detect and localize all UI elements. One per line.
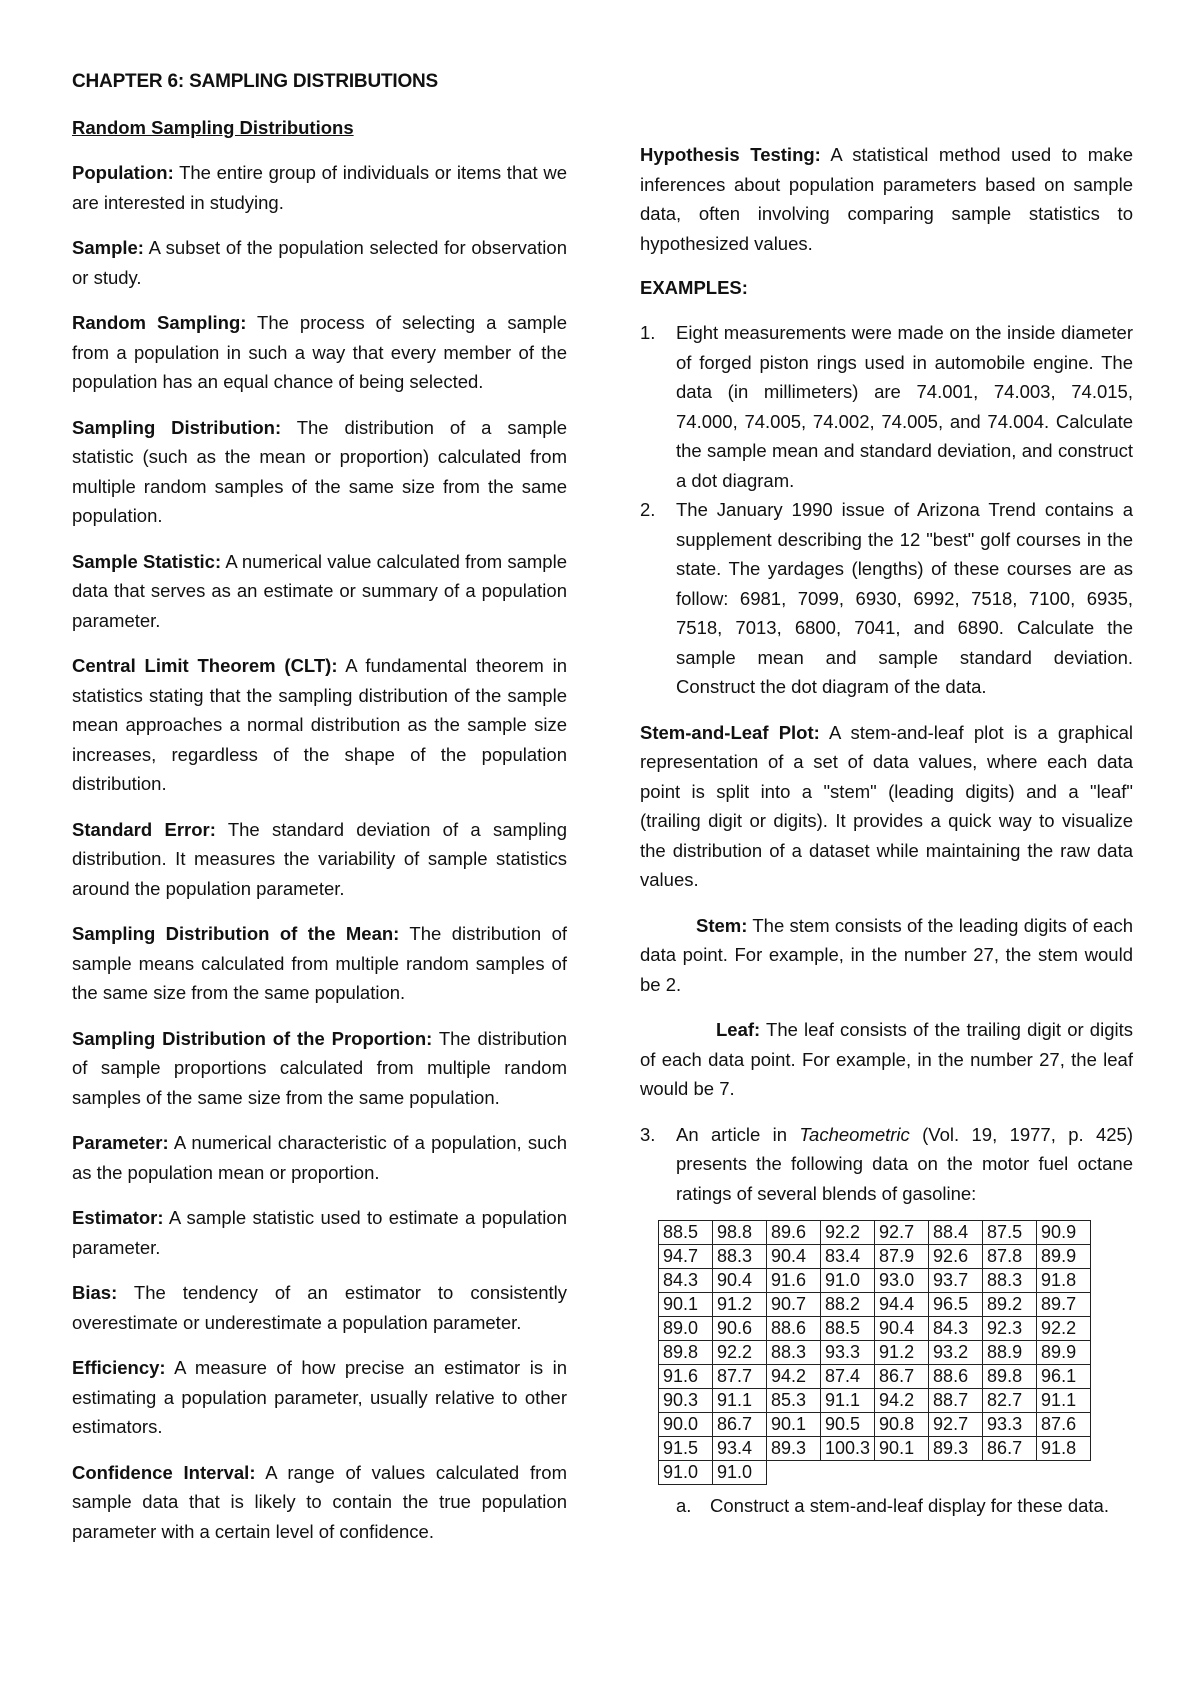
example-1 <box>640 318 1133 495</box>
def-stem-leaf <box>640 718 1133 895</box>
examples-heading: EXAMPLES: <box>640 277 748 298</box>
table-cell: 90.9 <box>1037 1221 1091 1245</box>
table-cell: 93.7 <box>929 1269 983 1293</box>
def-stem <box>640 911 1133 1000</box>
example-3a-text: Construct a stem-and-leaf display for these data. <box>710 1495 1109 1516</box>
table-cell: 91.8 <box>1037 1269 1091 1293</box>
table-row <box>659 1461 1091 1485</box>
def-efficiency <box>72 1353 567 1442</box>
example-2-text: The January 1990 issue of Arizona Trend contains a supplement describing the 12 "best" golf courses in the state. The yardages (lengths) of these courses are as follow: 6981, 7099, 6930, 6992, 7518, 7100, 6935, 7518, 7013, 6800, 7041, and 6890. Calculate the sample mean and sample standard deviation. Construct the dot diagram of the data. <box>676 499 1133 697</box>
def-parameter <box>72 1128 567 1187</box>
term-sample: Sample: <box>72 237 144 258</box>
term-efficiency: Efficiency: <box>72 1357 166 1378</box>
table-cell: 83.4 <box>821 1245 875 1269</box>
example-2-number: 2. <box>640 499 656 520</box>
table-cell: 89.8 <box>983 1365 1037 1389</box>
table-row <box>659 1317 1091 1341</box>
term-parameter: Parameter: <box>72 1132 169 1153</box>
table-row <box>659 1413 1091 1437</box>
def-sample <box>72 233 567 292</box>
table-cell: 86.7 <box>983 1437 1037 1461</box>
table-cell: 90.6 <box>713 1317 767 1341</box>
table-row <box>659 1293 1091 1317</box>
term-hypothesis-testing: Hypothesis Testing: <box>640 144 821 165</box>
table-cell: 90.4 <box>713 1269 767 1293</box>
table-cell-empty <box>821 1461 875 1485</box>
text-sd-proportion: The distribution of sample proportions calculated from multiple random samples of the same size from the same population. <box>72 1027 567 1108</box>
table-cell-empty <box>875 1461 929 1485</box>
example-3a-letter: a. <box>676 1495 692 1516</box>
table-cell: 90.8 <box>875 1413 929 1437</box>
table-cell: 91.1 <box>713 1389 767 1413</box>
table-cell: 100.3 <box>821 1437 875 1461</box>
text-leaf: The leaf consists of the trailing digit or digits of each data point. For example, in the number 27, the leaf would be 7. <box>640 1019 1133 1099</box>
table-cell: 90.4 <box>767 1245 821 1269</box>
term-sampling-distribution: Sampling Distribution: <box>72 416 282 438</box>
term-confidence-interval: Confidence Interval: <box>72 1461 256 1483</box>
def-leaf <box>640 1015 1133 1104</box>
table-cell: 90.7 <box>767 1293 821 1317</box>
table-cell: 90.3 <box>659 1389 713 1413</box>
octane-ratings-table <box>658 1220 1091 1485</box>
term-estimator: Estimator: <box>72 1207 164 1228</box>
left-column <box>72 68 567 1562</box>
def-confidence-interval <box>72 1458 567 1547</box>
table-cell: 98.8 <box>713 1221 767 1245</box>
table-cell-empty <box>983 1461 1037 1485</box>
def-sd-proportion <box>72 1024 567 1113</box>
table-cell: 91.0 <box>713 1461 767 1485</box>
table-cell: 90.0 <box>659 1413 713 1437</box>
table-cell: 92.7 <box>875 1221 929 1245</box>
table-cell: 90.1 <box>767 1413 821 1437</box>
text-stem: The stem consists of the leading digits of each data point. For example, in the number 27, the stem would be 2. <box>640 914 1133 995</box>
table-cell: 89.9 <box>1037 1245 1091 1269</box>
table-cell: 92.2 <box>1037 1317 1091 1341</box>
example-3-journal: Tacheometric <box>799 1123 910 1145</box>
text-bias: The tendency of an estimator to consistently overestimate or underestimate a population parameter. <box>72 1282 567 1333</box>
def-sd-mean <box>72 919 567 1008</box>
table-row <box>659 1269 1091 1293</box>
table-cell: 89.3 <box>929 1437 983 1461</box>
term-random-sampling: Random Sampling: <box>72 312 247 333</box>
example-3-pre: An article in <box>676 1123 800 1145</box>
def-random-sampling <box>72 308 567 397</box>
table-cell: 88.3 <box>983 1269 1037 1293</box>
text-estimator: A sample statistic used to estimate a population parameter. <box>72 1207 567 1258</box>
table-cell-empty <box>929 1461 983 1485</box>
table-cell: 88.6 <box>767 1317 821 1341</box>
table-cell: 91.0 <box>659 1461 713 1485</box>
table-cell: 91.6 <box>659 1365 713 1389</box>
table-cell: 92.7 <box>929 1413 983 1437</box>
table-cell: 89.6 <box>767 1221 821 1245</box>
example-3-post: (Vol. 19, 1977, p. 425) presents the following data on the motor fuel octane ratings of several blends of gasoline: <box>676 1123 1134 1204</box>
table-cell: 96.5 <box>929 1293 983 1317</box>
table-cell: 88.7 <box>929 1389 983 1413</box>
section-title: Random Sampling Distributions <box>72 117 354 138</box>
table-cell: 92.2 <box>713 1341 767 1365</box>
table-cell: 90.5 <box>821 1413 875 1437</box>
table-cell: 94.2 <box>875 1389 929 1413</box>
table-cell: 89.9 <box>1037 1341 1091 1365</box>
table-cell: 87.7 <box>713 1365 767 1389</box>
term-standard-error: Standard Error: <box>72 818 216 840</box>
table-cell: 88.6 <box>929 1365 983 1389</box>
table-cell: 89.3 <box>767 1437 821 1461</box>
table-cell: 91.5 <box>659 1437 713 1461</box>
table-cell: 88.5 <box>659 1221 713 1245</box>
example-3-number: 3. <box>640 1123 656 1145</box>
table-cell: 90.1 <box>659 1293 713 1317</box>
text-sampling-distribution: The distribution of a sample statistic (such as the mean or proportion) calculated from multiple random samples of the same size from the same population. <box>72 416 567 526</box>
text-hypothesis-testing: A statistical method used to make inferences about population parameters based on sample data, often involving comparing sample statistics to hypothesized values. <box>640 144 1133 254</box>
table-cell: 87.5 <box>983 1221 1037 1245</box>
table-cell: 86.7 <box>713 1413 767 1437</box>
table-cell: 93.0 <box>875 1269 929 1293</box>
table-cell: 91.6 <box>767 1269 821 1293</box>
text-sample: A subset of the population selected for observation or study. <box>72 237 567 288</box>
table-cell: 93.2 <box>929 1341 983 1365</box>
table-cell: 84.3 <box>929 1317 983 1341</box>
text-efficiency: A measure of how precise an estimator is in estimating a population parameter, usually relative to other estimators. <box>72 1357 567 1437</box>
table-cell: 85.3 <box>767 1389 821 1413</box>
table-cell: 96.1 <box>1037 1365 1091 1389</box>
table-cell: 86.7 <box>875 1365 929 1389</box>
term-sd-mean: Sampling Distribution of the Mean: <box>72 923 400 944</box>
table-cell: 88.5 <box>821 1317 875 1341</box>
table-cell: 82.7 <box>983 1389 1037 1413</box>
table-cell: 90.4 <box>875 1317 929 1341</box>
def-sampling-distribution <box>72 413 567 531</box>
example-1-number: 1. <box>640 322 656 343</box>
term-bias: Bias: <box>72 1282 118 1303</box>
text-random-sampling: The process of selecting a sample from a population in such a way that every member of the population has an equal chance of being selected. <box>72 312 567 392</box>
table-cell: 89.0 <box>659 1317 713 1341</box>
table-cell: 91.2 <box>713 1293 767 1317</box>
table-cell: 88.3 <box>767 1341 821 1365</box>
example-3a <box>640 1491 1133 1521</box>
table-cell: 88.4 <box>929 1221 983 1245</box>
example-3 <box>640 1120 1133 1209</box>
table-cell: 94.7 <box>659 1245 713 1269</box>
table-cell: 87.4 <box>821 1365 875 1389</box>
text-sample-statistic: A numerical value calculated from sample data that serves as an estimate or summary of a population parameter. <box>72 550 567 631</box>
text-confidence-interval: A range of values calculated from sample data that is likely to contain the true population parameter with a certain level of confidence. <box>72 1461 567 1542</box>
table-row <box>659 1437 1091 1461</box>
text-population: The entire group of individuals or items that we are interested in studying. <box>72 162 567 213</box>
def-bias <box>72 1278 567 1337</box>
term-leaf: Leaf: <box>716 1019 761 1040</box>
table-cell: 87.9 <box>875 1245 929 1269</box>
table-cell: 93.3 <box>983 1413 1037 1437</box>
table-cell: 93.3 <box>821 1341 875 1365</box>
table-cell: 88.9 <box>983 1341 1037 1365</box>
def-estimator <box>72 1203 567 1262</box>
chapter-title: CHAPTER 6: SAMPLING DISTRIBUTIONS <box>72 71 439 92</box>
term-stem-leaf: Stem-and-Leaf Plot: <box>640 721 820 743</box>
table-row <box>659 1341 1091 1365</box>
table-cell: 92.6 <box>929 1245 983 1269</box>
table-cell: 91.0 <box>821 1269 875 1293</box>
table-cell: 92.2 <box>821 1221 875 1245</box>
table-cell: 90.1 <box>875 1437 929 1461</box>
table-row <box>659 1365 1091 1389</box>
examples-list <box>640 318 1133 702</box>
table-cell: 91.8 <box>1037 1437 1091 1461</box>
table-cell: 94.4 <box>875 1293 929 1317</box>
table-cell: 89.7 <box>1037 1293 1091 1317</box>
term-clt: Central Limit Theorem (CLT): <box>72 655 338 676</box>
table-cell: 92.3 <box>983 1317 1037 1341</box>
def-hypothesis-testing <box>640 140 1133 258</box>
table-row <box>659 1245 1091 1269</box>
def-population <box>72 158 567 217</box>
table-row <box>659 1389 1091 1413</box>
term-sd-proportion: Sampling Distribution of the Proportion: <box>72 1027 433 1049</box>
table-cell: 89.8 <box>659 1341 713 1365</box>
table-cell: 88.3 <box>713 1245 767 1269</box>
table-cell: 89.2 <box>983 1293 1037 1317</box>
term-sample-statistic: Sample Statistic: <box>72 550 222 572</box>
table-cell: 91.1 <box>1037 1389 1091 1413</box>
table-cell: 91.1 <box>821 1389 875 1413</box>
text-stem-leaf: A stem-and-leaf plot is a graphical representation of a set of data values, where each data point is split into a "stem" (leading digits) and a "leaf" (trailing digit or digits). It provides a quick way to visualize the distribution of a dataset while maintaining the raw data values. <box>640 721 1133 890</box>
table-cell: 87.8 <box>983 1245 1037 1269</box>
table-cell-empty <box>1037 1461 1091 1485</box>
term-population: Population: <box>72 162 174 183</box>
table-cell: 93.4 <box>713 1437 767 1461</box>
text-parameter: A numerical characteristic of a population, such as the population mean or proportion. <box>72 1132 567 1183</box>
table-cell: 88.2 <box>821 1293 875 1317</box>
def-standard-error <box>72 815 567 904</box>
text-sd-mean: The distribution of sample means calculated from multiple random samples of the same size from the same population. <box>72 923 567 1003</box>
table-cell: 84.3 <box>659 1269 713 1293</box>
def-clt <box>72 651 567 799</box>
table-cell: 91.2 <box>875 1341 929 1365</box>
table-row <box>659 1221 1091 1245</box>
table-cell-empty <box>767 1461 821 1485</box>
text-clt: A fundamental theorem in statistics stating that the sampling distribution of the sample mean approaches a normal distribution as the sample size increases, regardless of the shape of the population distribution. <box>72 655 568 794</box>
right-column-content <box>640 140 1133 1521</box>
example-1-text: Eight measurements were made on the inside diameter of forged piston rings used in automobile engine. The data (in millimeters) are 74.001, 74.003, 74.015, 74.000, 74.005, 74.002, 74.005, and 74.004. Calculate the sample mean and standard deviation, and construct a dot diagram. <box>676 322 1133 491</box>
text-standard-error: The standard deviation of a sampling distribution. It measures the variability of sample statistics around the population parameter. <box>72 818 567 899</box>
def-sample-statistic <box>72 547 567 636</box>
table-cell: 94.2 <box>767 1365 821 1389</box>
example-2 <box>640 495 1133 702</box>
term-stem: Stem: <box>696 914 748 936</box>
table-cell: 87.6 <box>1037 1413 1091 1437</box>
